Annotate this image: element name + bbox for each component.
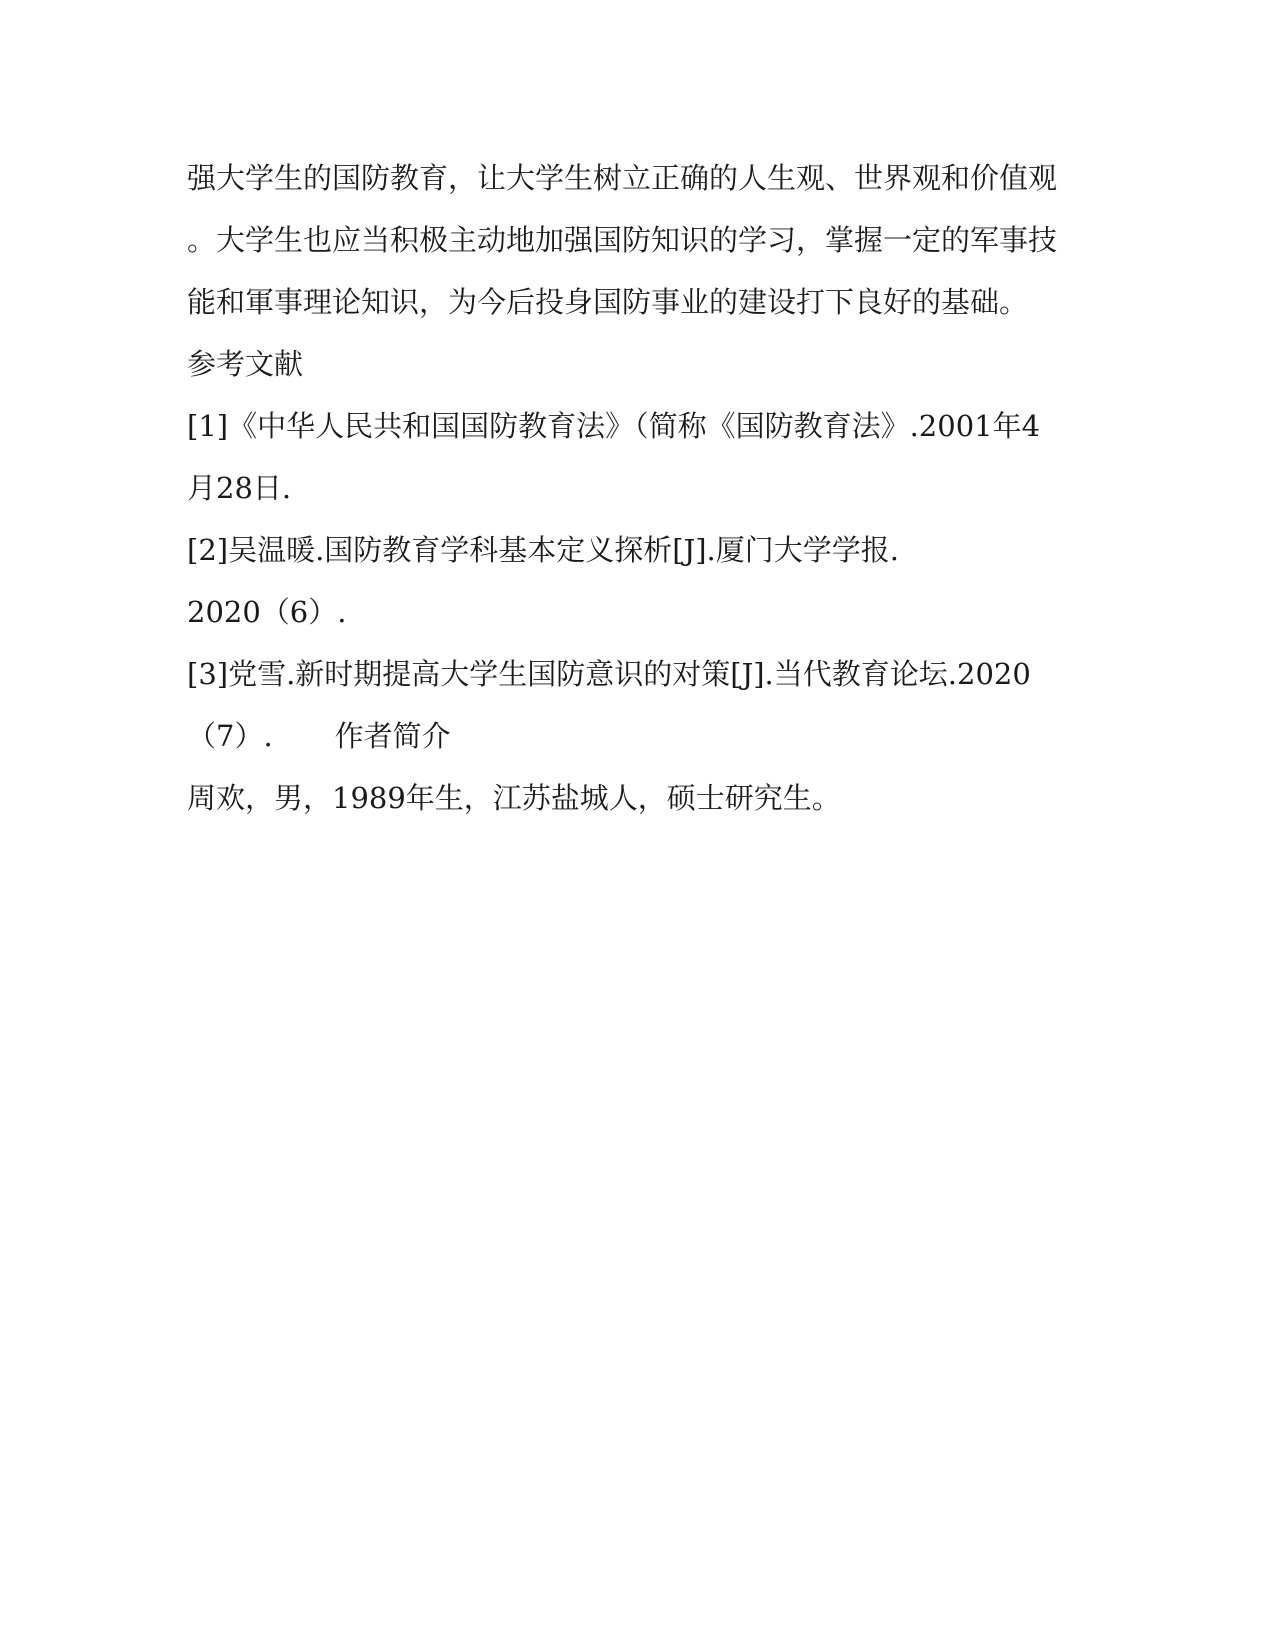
reference-line: [1]《中华人民共和国国防教育法》（简称《国防教育法》.2001年4: [187, 409, 1041, 443]
reference-line-tail: （7）.: [187, 719, 273, 753]
reference-line: [3]党雪.新时期提高大学生国防意识的对策[J].当代教育论坛.2020: [187, 657, 1031, 691]
body-line: 。大学生也应当积极主动地加强国防知识的学习，掌握一定的军事技: [187, 223, 1058, 257]
author-heading: 作者简介: [334, 719, 451, 753]
reference-line: 2020（6）.: [187, 595, 347, 629]
references-heading: 参考文献: [187, 347, 304, 381]
reference-line: [2]吴温暖.国防教育学科基本定义探析[J].厦门大学学报.: [187, 533, 899, 567]
body-line: 强大学生的国防教育，让大学生树立正确的人生观、世界观和价值观: [187, 161, 1058, 195]
author-bio: 周欢，男，1989年生，江苏盐城人，硕士研究生。: [187, 781, 841, 815]
reference-line: 月28日.: [187, 471, 292, 505]
reference-tail-row: [187, 716, 451, 756]
body-line: 能和軍事理论知识，为今后投身国防事业的建设打下良好的基础。: [187, 285, 1029, 319]
